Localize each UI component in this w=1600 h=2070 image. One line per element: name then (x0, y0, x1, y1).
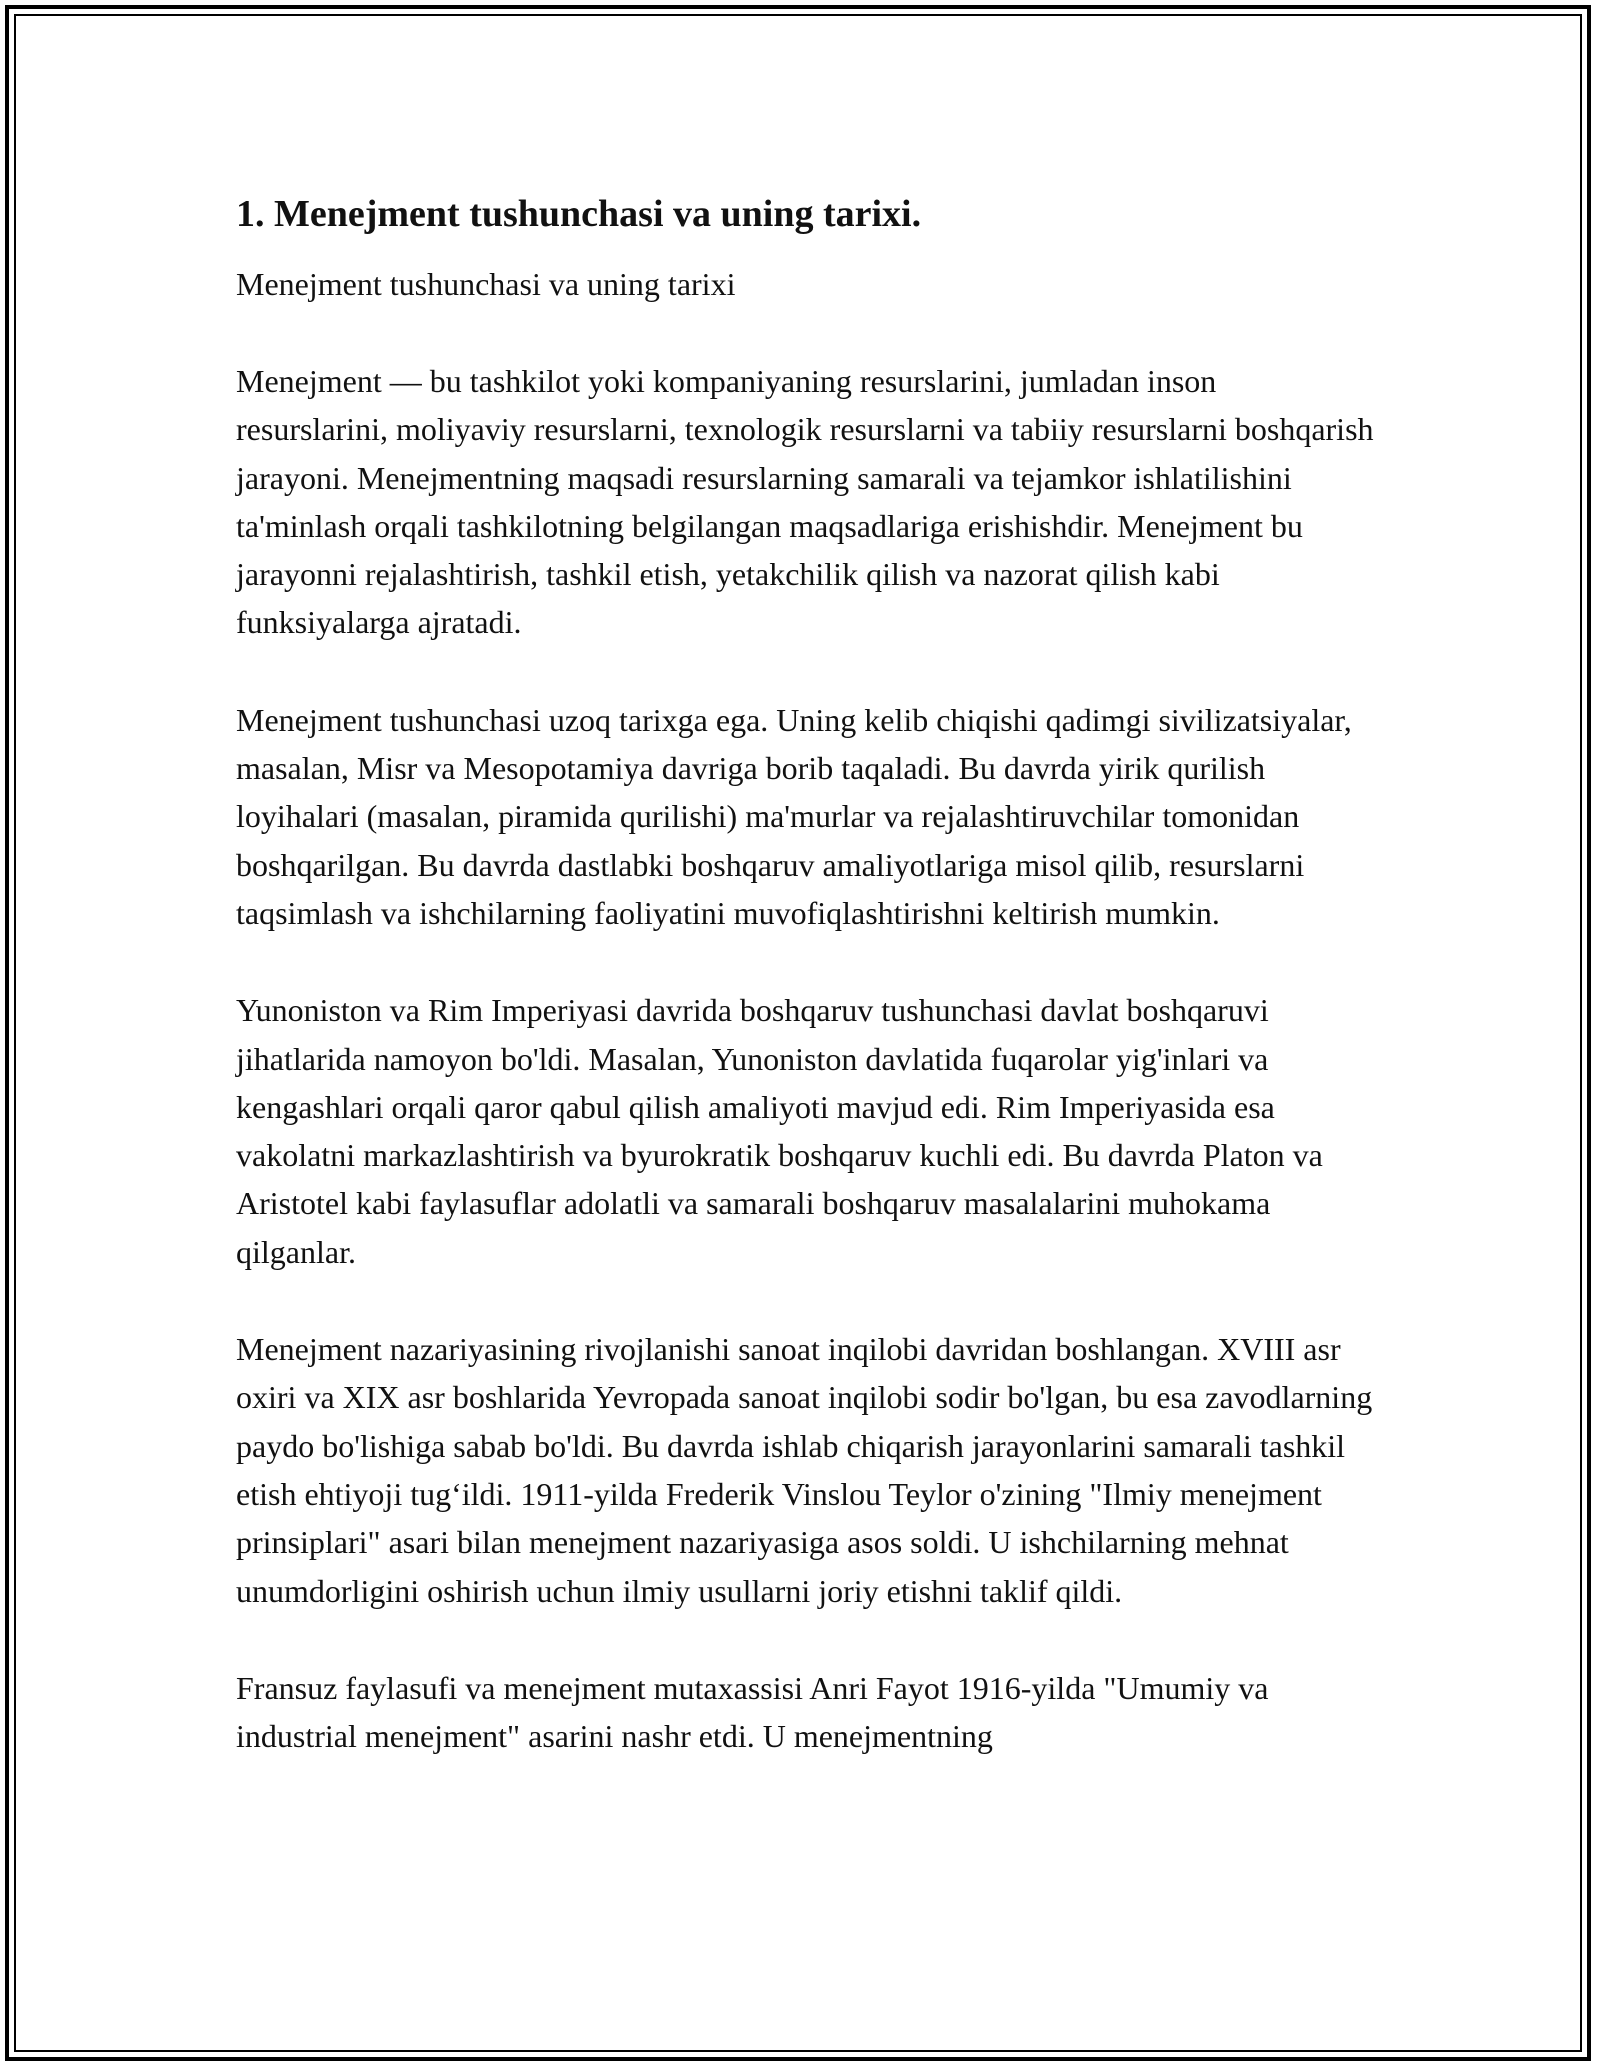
paragraph-ancient-history: Menejment tushunchasi uzoq tarixga ega. Uning kelib chiqishi qadimgi sivilizatsiyalar, masalan, Misr va Mesopotamiya davriga borib taqaladi. Bu davrda yirik qurilish loyihalari (masalan, piramida qurilishi) ma'murlar va rejalashtiruvchilar tomonidan boshqarilgan. Bu davrda dastlabki boshqaruv amaliyotlariga misol qilib, resurslarni taqsimlash va ishchilarning faoliyatini muvofiqlashtirishni keltirish mumkin. (236, 701, 1352, 931)
paragraph-definition: Menejment — bu tashkilot yoki kompaniyaning resurslarini, jumladan inson resurslarini, moliyaviy resurslarni, texnologik resurslarni va tabiiy resurslarni boshqarish jarayoni. Menejmentning maqsadi resurslarning samarali va tejamkor ishlatilishini ta'minlash orqali tashkilotning belgilangan maqsadlariga erishishdir. Menejment bu jarayonni rejalashtirish, tashkil etish, yetakchilik qilish va nazorat qilish kabi funksiyalarga ajratadi. (236, 363, 1374, 641)
paragraph-fayol: Fransuz faylasufi va menejment mutaxassisi Anri Fayot 1916-yilda "Umumiy va industrial menejment" asarini nashr etdi. U menejmentning (236, 1669, 1269, 1755)
document-body (236, 186, 1376, 1809)
paragraph-industrial-revolution: Menejment nazariyasining rivojlanishi sanoat inqilobi davridan boshlangan. XVIII asr oxiri va XIX asr boshlarida Yevropada sanoat inqilobi sodir bo'lgan, bu esa zavodlarning paydo bo'lishiga sabab bo'ldi. Bu davrda ishlab chiqarish jarayonlarini samarali tashkil etish ehtiyoji tug‘ildi. 1911-yilda Frederik Vinslou Teylor o'zining "Ilmiy menejment prinsiplari" asari bilan menejment nazariyasiga asos soldi. U ishchilarning mehnat unumdorligini oshirish uchun ilmiy usullarni joriy etishni taklif qildi. (236, 1331, 1373, 1609)
paragraph-greece-rome: Yunoniston va Rim Imperiyasi davrida boshqaruv tushunchasi davlat boshqaruvi jihatlarida namoyon bo'ldi. Masalan, Yunoniston davlatida fuqarolar yig'inlari va kengashlari orqali qaror qabul qilish amaliyoti mavjud edi. Rim Imperiyasida esa vakolatni markazlashtirish va byurokratik boshqaruv kuchli edi. Bu davrda Platon va Aristotel kabi faylasuflar adolatli va samarali boshqaruv masalalarini muhokama qilganlar. (236, 992, 1323, 1270)
document-title: 1. Menejment tushunchasi va uning tarixi. (236, 193, 922, 235)
document-subtitle: Menejment tushunchasi va uning tarixi (236, 266, 736, 302)
